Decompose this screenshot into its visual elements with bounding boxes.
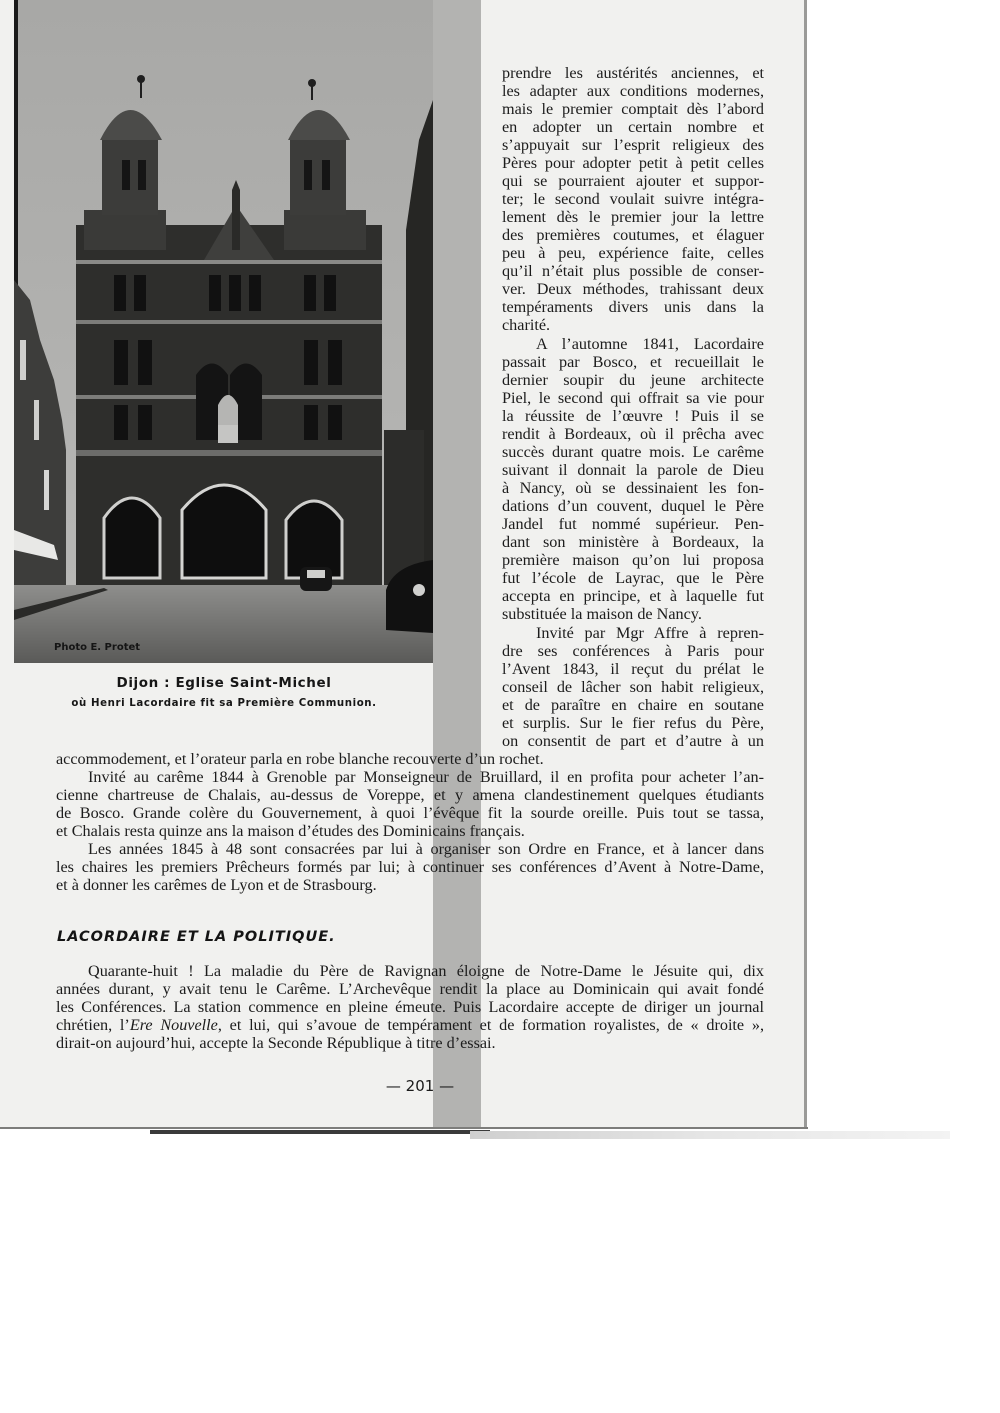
text-line: Pères pour adopter petit à petit celles	[502, 154, 764, 172]
text-line: qui se pourraient ajouter et suppor-	[502, 172, 764, 190]
text-line: A l’automne 1841, Lacordaire	[536, 335, 764, 353]
text-line: l’Avent 1843, il reçut du prélat le	[502, 660, 764, 678]
journal-title: Ere Nouvelle	[129, 1016, 218, 1034]
section-heading: LACORDAIRE ET LA POLITIQUE.	[57, 929, 336, 945]
church-photo	[14, 0, 433, 663]
text-line: on consentit de part et d’autre à un	[502, 732, 764, 750]
page-edge	[804, 0, 807, 1128]
text-line: succès durant quatre mois. Le carême	[502, 443, 764, 461]
text-line: Quarante-huit ! La maladie du Père de Ravignan éloigne de Notre-Dame le Jésuite qui, dix	[88, 962, 764, 980]
scan-shadow	[470, 1131, 950, 1139]
text-line: dations d’un couvent, duquel le Père	[502, 497, 764, 515]
text-line: tempéraments divers unis dans la	[502, 298, 764, 316]
text-line: Invité par Mgr Affre à repren-	[536, 624, 764, 642]
text-line: à Nancy, où se dessinaient les fon-	[502, 479, 764, 497]
photo-credit: Photo E. Protet	[54, 642, 141, 653]
text-line: et Chalais resta quinze ans la maison d’études des Dominicains français.	[56, 822, 525, 840]
text-line: charité.	[502, 316, 551, 334]
text-line: Invité au carême 1844 à Grenoble par Monseigneur de Bruillard, il en profita pour acheter l’an-	[88, 768, 764, 786]
text-line: Jandel fut nommé supérieur. Pen-	[502, 515, 764, 533]
text-line: accommodement, et l’orateur parla en robe blanche recouverte d’un rochet.	[56, 750, 544, 768]
text-line: dernier soupir du jeune architecte	[502, 371, 764, 389]
text-line: années durant, y avait tenu le Carême. L’Archevêque rendit la place au Dominicain qui avait fondé	[56, 980, 764, 998]
text-line: cienne chartreuse de Chalais, au-dessus de Voreppe, et y amena clandestinement quelques étudiants	[56, 786, 764, 804]
text-line: les chaires les premiers Prêcheurs formés par lui; à continuer ses conférences d’Avent à Notre-Dame,	[56, 858, 764, 876]
text-line: accepta en principe, et à laquelle fut	[502, 587, 764, 605]
text-line: les Conférences. La station commence en pleine émeute. Puis Lacordaire accepte de diriger un journal	[56, 998, 764, 1016]
scan-shadow	[150, 1130, 490, 1134]
text-line: et à donner les carêmes de Lyon et de Strasbourg.	[56, 876, 377, 894]
church-illustration	[14, 0, 433, 663]
photo-caption-subtitle: où Henri Lacordaire fit sa Première Communion.	[71, 698, 377, 709]
text-line: ter; le second voulait suivre intégra-	[502, 190, 764, 208]
text-line: substituée la maison de Nancy.	[502, 605, 702, 623]
text-line: ver. Deux méthodes, trahissant deux	[502, 280, 764, 298]
text-line: en adopter un certain nombre et	[502, 118, 764, 136]
text-line: Piel, le second qui offrait sa vie pour	[502, 389, 764, 407]
text-line: les adapter aux conditions modernes,	[502, 82, 764, 100]
text-line: et de paraître en chaire en soutane	[502, 696, 764, 714]
text-line: suivant il donnait la parole de Dieu	[502, 461, 764, 479]
text-line: peu à peu, expérience faite, celles	[502, 244, 764, 262]
text-line: qu’il n’était plus possible de conser-	[502, 262, 764, 280]
text-line: des premières coutumes, et élaguer	[502, 226, 764, 244]
text-line: dant son ministère à Bordeaux, la	[502, 533, 764, 551]
text-line: et surplis. Sur le fier refus du Père,	[502, 714, 764, 732]
text-line: prendre les austérités anciennes, et	[502, 64, 764, 82]
text-line: Les années 1845 à 48 sont consacrées par lui à organiser son Ordre en France, et à lancer dans	[88, 840, 764, 858]
gray-margin-strip	[433, 0, 481, 1128]
text-line: de Bosco. Grande colère du Gouvernement, à quoi l’évêque fit la sourde oreille. Puis tout se tassa,	[56, 804, 764, 822]
text-line: première maison qu’on lui proposa	[502, 551, 764, 569]
page-number: — 201 —	[385, 1077, 455, 1095]
text-line: fut l’école de Layrac, que le Père	[502, 569, 764, 587]
page-edge-bottom	[0, 1127, 808, 1129]
text-line: s’appuyait sur l’esprit religieux des	[502, 136, 764, 154]
text-line: conseil de lâcher son habit religieux,	[502, 678, 764, 696]
photo-caption-title: Dijon : Eglise Saint-Michel	[116, 675, 332, 691]
text-line: lement dès le premier jour la lettre	[502, 208, 764, 226]
text-span: , et lui, qui s’avoue de tempérament et de formation royalistes, de « droite »,	[217, 1016, 764, 1034]
text-line: la réussite de l’œuvre ! Puis il se	[502, 407, 764, 425]
text-line: mais le premier comptait dès l’abord	[502, 100, 764, 118]
text-line: rendit à Bordeaux, où il prêcha avec	[502, 425, 764, 443]
text-span: chrétien, l’	[56, 1016, 130, 1034]
text-line: passait par Bosco, et recueillait le	[502, 353, 764, 371]
text-line: dirait-on aujourd’hui, accepte la Seconde République à titre d’essai.	[56, 1034, 496, 1052]
text-line: dre ses conférences à Paris pour	[502, 642, 764, 660]
text-line	[56, 1016, 764, 1035]
